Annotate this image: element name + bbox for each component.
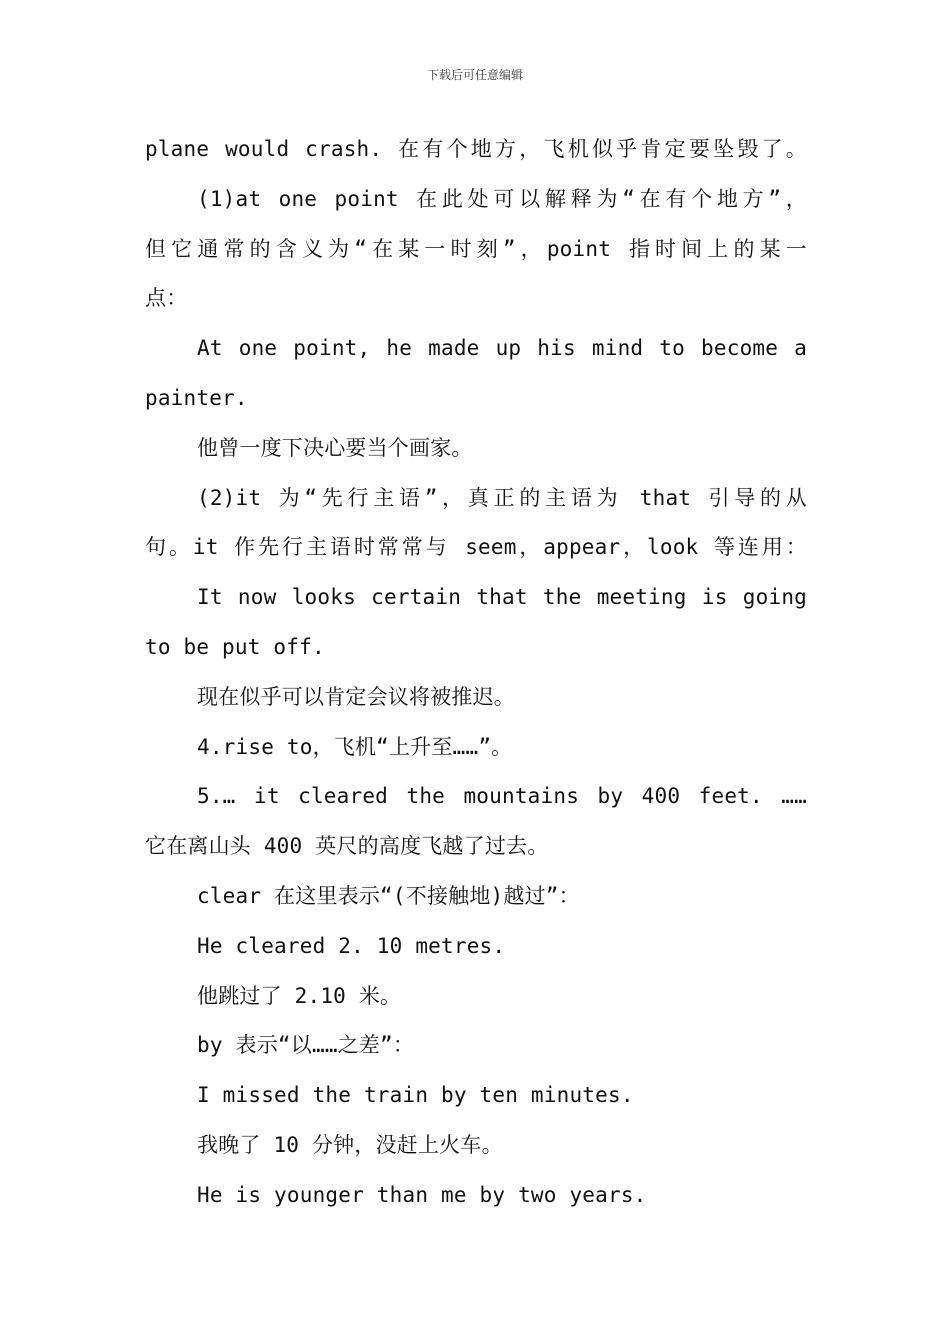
text-line: 他跳过了 2.10 米。 [197, 983, 402, 1008]
text-line: 句。it 作先行主语时常常与 seem，appear，look 等连用： [145, 535, 807, 560]
text-line: 点： [145, 286, 188, 311]
text-line: 我晚了 10 分钟，没赶上火车。 [197, 1132, 503, 1157]
text-line: 5.… it cleared the mountains by 400 feet. …… [197, 784, 807, 809]
text-line: I missed the train by ten minutes. [197, 1083, 634, 1108]
text-line: (2)it 为“先行主语”，真正的主语为 that 引导的从 [197, 485, 807, 510]
text-line: At one point, he made up his mind to become a [197, 336, 807, 361]
text-line: 它在离山头 400 英尺的高度飞越了过去。 [145, 834, 549, 859]
text-line: He cleared 2. 10 metres. [197, 933, 506, 958]
text-line: clear 在这里表示“(不接触地)越过”： [197, 883, 580, 908]
text-line: plane would crash. 在有个地方，飞机似乎肯定要坠毁了。 [145, 137, 807, 161]
text-line: 他曾一度下决心要当个画家。 [197, 435, 473, 460]
text-line: 但它通常的含义为“在某一时刻”，point 指时间上的某一 [145, 236, 807, 261]
text-line: to be put off. [145, 634, 325, 659]
page-header: 下载后可任意编辑 [426, 68, 523, 82]
text-line: 现在似乎可以肯定会议将被推迟。 [197, 684, 515, 709]
text-line: by 表示“以……之差”： [197, 1033, 415, 1058]
text-line: 4.rise to，飞机“上升至……”。 [197, 734, 513, 759]
document-body [145, 125, 807, 1221]
text-line: painter. [145, 385, 248, 410]
text-line: (1)at one point 在此处可以解释为“在有个地方”， [197, 186, 807, 211]
text-line: He is younger than me by two years. [197, 1182, 647, 1207]
text-line: It now looks certain that the meeting is going [197, 585, 807, 610]
